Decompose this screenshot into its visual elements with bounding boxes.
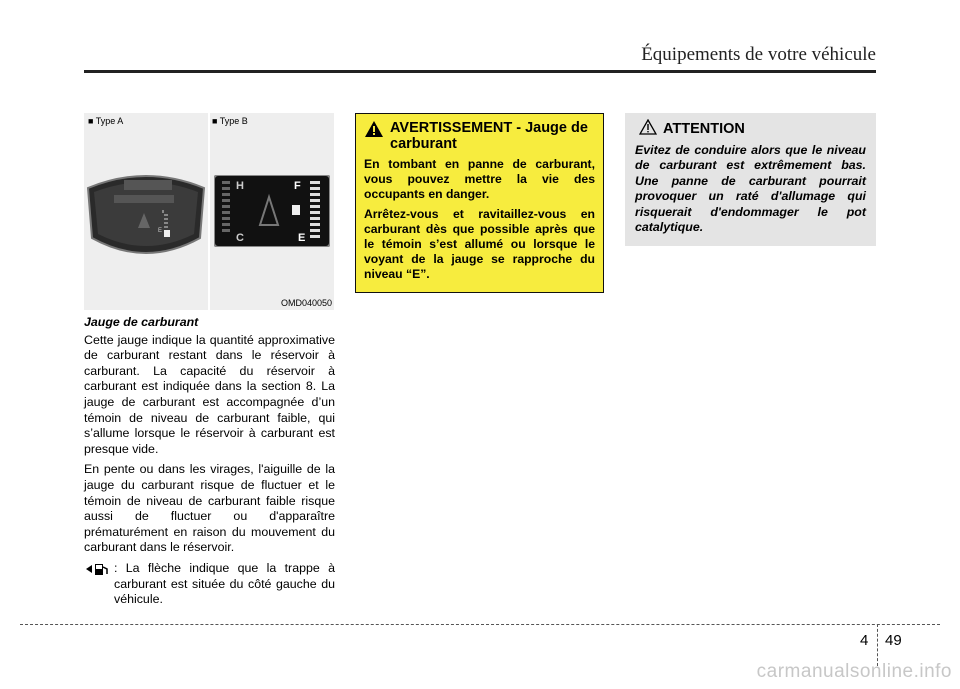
gauge-b-cold-label: C <box>236 232 244 244</box>
warning-header <box>364 120 595 152</box>
page-number: 49 <box>885 632 902 649</box>
warning-box <box>355 113 604 293</box>
header-divider <box>84 70 876 73</box>
warning-title: AVERTISSEMENT - Jauge de carburant <box>390 120 588 152</box>
fuel-door-note-text: : La flèche indique que la trappe à carburant est située du côté gauche du véhicule. <box>114 560 335 607</box>
warning-paragraph-2: Arrêtez-vous et ravitaillez-vous en carburant dès que possible après que le témoin s’est allumé ou lorsque le voyant de la jauge se rapproche du niveau “E”. <box>364 206 595 282</box>
warning-triangle-icon <box>364 120 384 142</box>
footer-vertical-divider <box>877 624 878 666</box>
gauge-type-b-illustration <box>214 175 330 247</box>
warning-paragraph-1: En tombant en panne de carburant, vous pouvez mettre la vie des occupants en danger. <box>364 157 595 202</box>
fuel-gauge-subheading: Jauge de carburant <box>84 315 199 329</box>
gauge-b-full-label: F <box>294 180 301 192</box>
gauge-type-a-illustration <box>84 168 208 268</box>
section-number: 4 <box>860 632 869 649</box>
footer-divider <box>20 624 940 625</box>
gauge-b-hot-label: H <box>236 180 244 192</box>
body-paragraph-2: En pente ou dans les virages, l'aiguille de la jauge du carburant risque de fluctuer et le témoin de niveau de carburant faible risque aussi de fluctuer ou d'apparaître prématurément en raison du mouvement du carburant dans le réservoir. <box>84 462 335 555</box>
body-paragraph-1: Cette jauge indique la quantité approximative de carburant restant dans le réservoir à carburant. La capacité du réservoir à carburant est indiquée dans la section 8. La jauge de carburant est accompagnée d’un témoin de niveau de carburant faible, qui s’allume lorsque le réservoir à carburant est presque vide. <box>84 332 335 456</box>
fuel-door-note <box>84 561 335 608</box>
caution-triangle-icon <box>639 119 657 139</box>
fuel-door-arrow-icon <box>84 561 114 582</box>
figure-divider <box>208 113 210 310</box>
attention-text: Evitez de conduire alors que le niveau de carburant est extrêmement bas. Une panne de carburant pourrait provoquer un raté d'allumage qui risquerait d'endommager le pot catalytique. <box>635 143 866 235</box>
svg-text:E: E <box>158 228 163 234</box>
attention-box <box>625 113 876 246</box>
attention-header <box>635 119 866 139</box>
body-text-column <box>84 315 335 608</box>
fuel-gauge-figure <box>84 113 334 310</box>
figure-code: OMD040050 <box>280 298 332 308</box>
page-header-title: Équipements de votre véhicule <box>641 44 876 65</box>
gauge-b-empty-label: E <box>298 232 306 244</box>
attention-title: ATTENTION <box>663 121 745 137</box>
type-b-label: ■ Type B <box>212 116 248 126</box>
watermark: carmanualsonline.info <box>756 661 952 682</box>
type-a-label: ■ Type A <box>88 116 124 126</box>
